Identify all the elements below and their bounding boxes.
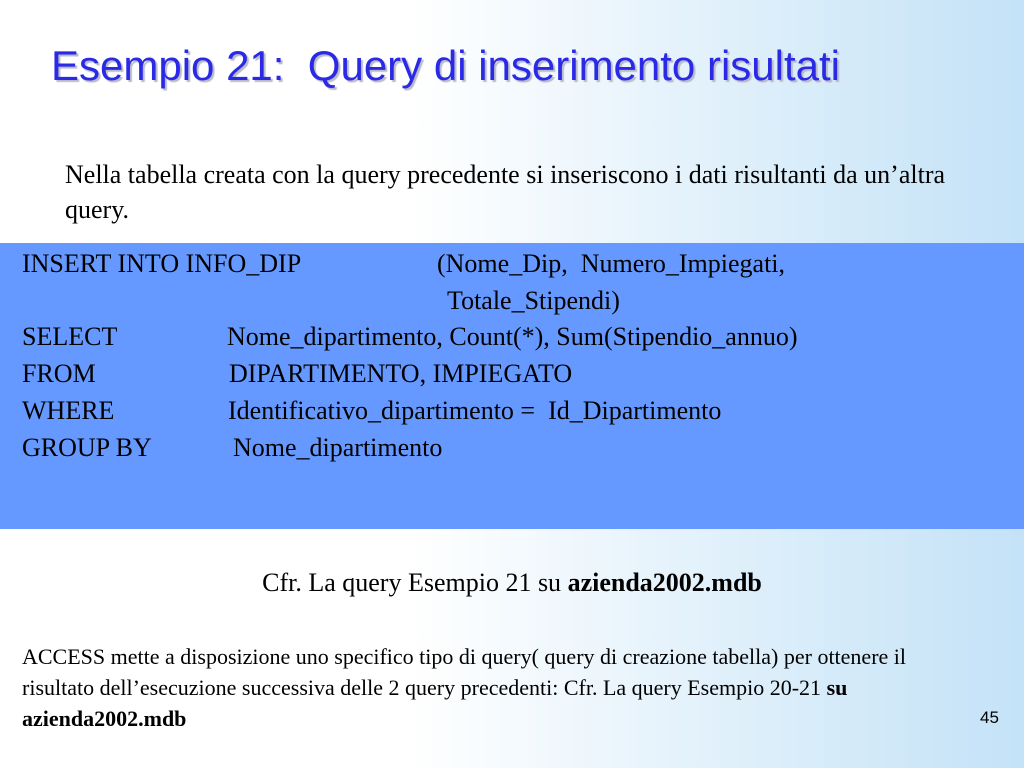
sql-where-keyword: WHERE [22,396,115,425]
sql-groupby-keyword: GROUP BY [22,433,152,462]
slide-title: Esempio 21: Query di inserimento risultati [51,42,840,89]
sql-code-block [0,243,1024,529]
intro-paragraph: Nella tabella creata con la query precedente si inseriscono i dati risultanti da un’altra query. [65,160,946,224]
sql-select-keyword: SELECT [22,322,118,351]
sql-insert-keyword: INSERT INTO INFO_DIP [22,249,302,278]
sql-groupby-value: Nome_dipartimento [233,433,443,462]
sql-select-value: Nome_dipartimento, Count(*), Sum(Stipendio_annuo) [227,322,798,351]
sql-from-value: DIPARTIMENTO, IMPIEGATO [229,359,573,388]
sql-where-value: Identificativo_dipartimento = Id_Dipartimento [228,396,722,425]
cfr-file-name: azienda2002.mdb [567,568,762,597]
access-note-text: ACCESS mette a disposizione uno specifico tipo di query( query di creazione tabella) per ottenere il risultato dell’esecuzione successiva delle 2 query precedenti: Cfr. La query Esempio 20-21 [22,644,907,700]
page-number: 45 [980,708,999,727]
access-note-file: su azienda2002.mdb [22,675,848,731]
sql-from-keyword: FROM [22,359,96,388]
access-note [22,641,942,734]
cfr-reference [0,568,1024,598]
sql-insert-columns-line-2: Totale_Stipendi) [447,286,620,315]
sql-insert-columns-line-1: (Nome_Dip, Numero_Impiegati, [437,249,786,278]
cfr-prefix: Cfr. La query Esempio 21 su [262,568,568,597]
